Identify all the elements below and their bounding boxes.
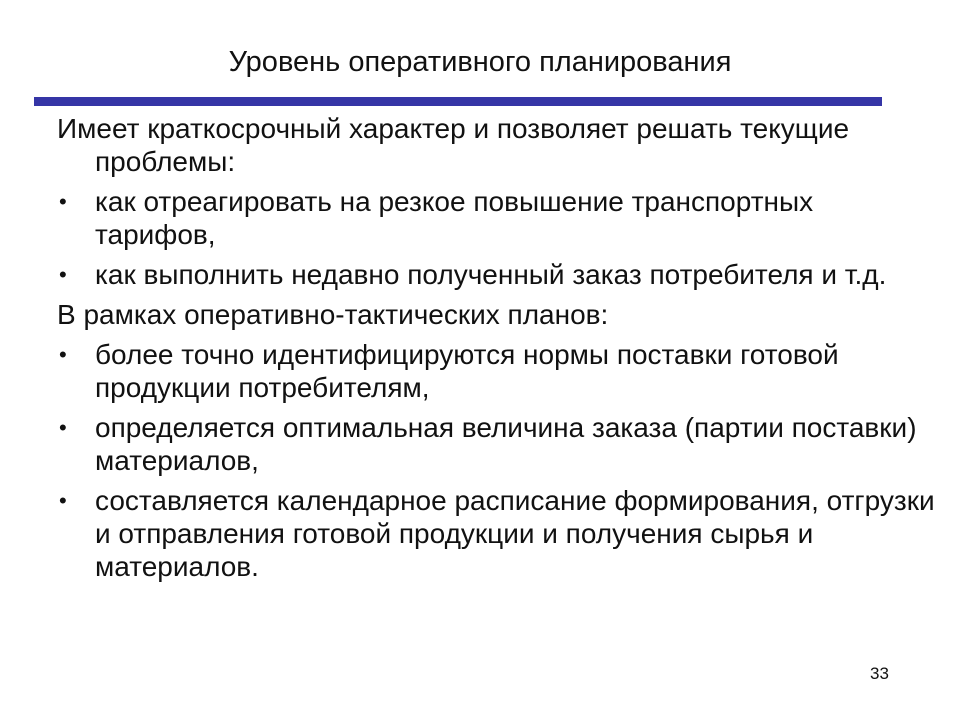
bullet-item bbox=[57, 258, 937, 291]
title-underline bbox=[34, 97, 882, 106]
slide-title: Уровень оперативного планирования bbox=[228, 46, 732, 78]
intro-paragraph: Имеет краткосрочный характер и позволяет решать текущие проблемы: bbox=[57, 113, 850, 177]
bullet-text: более точно идентифицируются нормы поставки готовой продукции потребителям, bbox=[95, 339, 839, 403]
bullet-item bbox=[57, 411, 937, 477]
bullet-item bbox=[57, 338, 937, 404]
page-number: 33 bbox=[870, 664, 889, 683]
bullet-text: как выполнить недавно полученный заказ потребителя и т.д. bbox=[95, 259, 887, 290]
bullet-text: составляется календарное расписание формирования, отгрузки и отправления готовой продукции и получения сырья и материалов. bbox=[95, 485, 935, 582]
bullet-icon: • bbox=[59, 415, 67, 440]
bullet-text: как отреагировать на резкое повышение транспортных тарифов, bbox=[95, 186, 814, 250]
slide-body bbox=[57, 112, 937, 583]
bullet-item bbox=[57, 484, 937, 583]
bullet-icon: • bbox=[59, 342, 67, 367]
bullet-icon: • bbox=[59, 488, 67, 513]
bullet-item bbox=[57, 185, 937, 251]
bullet-icon: • bbox=[59, 262, 67, 287]
section-paragraph: В рамках оперативно-тактических планов: bbox=[57, 299, 609, 330]
bullet-text: определяется оптимальная величина заказа (партии поставки) материалов, bbox=[95, 412, 917, 476]
bullet-icon: • bbox=[59, 189, 67, 214]
